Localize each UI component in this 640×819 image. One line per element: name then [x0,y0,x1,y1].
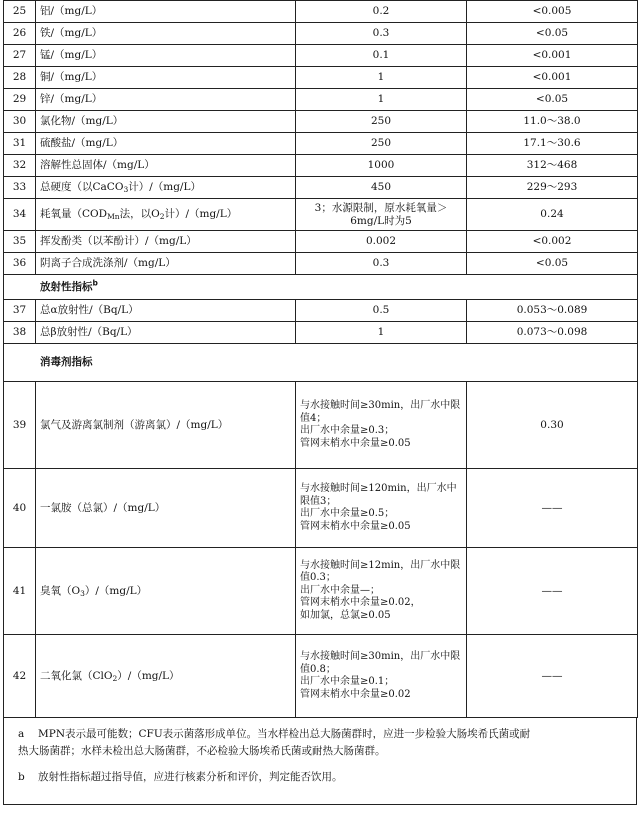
indicator-name: 挥发酚类（以苯酚计）/（mg/L） [36,231,296,253]
indicator-name: 溶解性总固体/（mg/L） [36,155,296,177]
indicator-name: 阴离子合成洗涤剂/（mg/L） [36,253,296,275]
limit-value: 0.3 [296,253,467,275]
measured-value: 229～293 [467,177,638,199]
measured-value: —— [467,635,638,718]
measured-value: <0.001 [467,67,638,89]
indicator-name: 一氯胺（总氯）/（mg/L） [36,469,296,548]
measured-value: —— [467,548,638,635]
indicator-name: 二氧化氯（ClO$_2$）/（mg/L） [36,635,296,718]
footnote-text-continued: 热大肠菌群；水样未检出总大肠菌群，不必检验大肠埃希氏菌或耐热大肠菌群。 [18,745,386,757]
table-row [4,300,638,322]
footnote-mark: b [18,771,25,783]
indicator-name: 氯气及游离氯制剂（游离氯）/（mg/L） [36,382,296,469]
footnote-a [18,726,622,743]
indicator-name: 锌/（mg/L） [36,89,296,111]
row-number: 32 [4,155,36,177]
row-number: 31 [4,133,36,155]
row-number: 28 [4,67,36,89]
measured-value: <0.005 [467,1,638,23]
section-title: 消毒剂指标 [4,344,638,382]
section-row-radioactive [4,275,638,300]
footnote-text: 放射性指标超过指导值，应进行核素分析和评价，判定能否饮用。 [38,771,343,783]
table-row [4,111,638,133]
table-row [4,177,638,199]
measured-value: 0.24 [467,199,638,231]
table-row [4,45,638,67]
row-number: 29 [4,89,36,111]
table-row [4,635,638,718]
measured-value: <0.05 [467,89,638,111]
table-row [4,155,638,177]
measured-value: 0.30 [467,382,638,469]
table-row [4,89,638,111]
limit-value: 0.1 [296,45,467,67]
limit-value: 1 [296,67,467,89]
measured-value: 17.1～30.6 [467,133,638,155]
table-row [4,322,638,344]
indicator-name: 铁/（mg/L） [36,23,296,45]
row-number: 40 [4,469,36,548]
table-row [4,199,638,231]
table-row [4,67,638,89]
indicator-name: 总β放射性/（Bq/L） [36,322,296,344]
limit-value: 与水接触时间≥30min，出厂水中限 值0.8； 出厂水中余量≥0.1； 管网末梢水中余量≥0.02 [296,635,467,718]
row-number: 27 [4,45,36,67]
measured-value: <0.002 [467,231,638,253]
limit-value: 0.2 [296,1,467,23]
table-row [4,231,638,253]
limit-value: 250 [296,111,467,133]
limit-value: 与水接触时间≥30min，出厂水中限 值4； 出厂水中余量≥0.3； 管网末梢水中余量≥0.05 [296,382,467,469]
row-number: 39 [4,382,36,469]
limit-value: 与水接触时间≥12min，出厂水中限 值0.3； 出厂水中余量—； 管网末梢水中余量≥0.02， 如加氯，总氯≥0.05 [296,548,467,635]
table-row [4,133,638,155]
limit-value: 0.5 [296,300,467,322]
limit-value: 3；水源限制，原水耗氧量＞ 6mg/L时为5 [296,199,467,231]
measured-value: 0.073～0.098 [467,322,638,344]
table-row [4,382,638,469]
measured-value: <0.05 [467,253,638,275]
section-row-disinfectant [4,344,638,382]
row-number: 33 [4,177,36,199]
limit-value: 250 [296,133,467,155]
row-number: 37 [4,300,36,322]
indicator-name: 铜/（mg/L） [36,67,296,89]
table-row [4,253,638,275]
limit-value: 0.002 [296,231,467,253]
limit-value: 1 [296,89,467,111]
table-row [4,1,638,23]
table-row [4,469,638,548]
measured-value: <0.05 [467,23,638,45]
footnote-text: MPN表示最可能数；CFU表示菌落形成单位。当水样检出总大肠菌群时，应进一步检验大肠埃希氏菌或耐 [38,728,531,740]
indicator-name: 耗氧量（$COD_{Mn}$法，以$O_2$计）/（mg/L） [36,199,296,231]
table-row [4,548,638,635]
indicator-name: 锰/（mg/L） [36,45,296,67]
limit-value: 与水接触时间≥120min，出厂水中 限值3； 出厂水中余量≥0.5； 管网末梢水中余量≥0.05 [296,469,467,548]
measured-value: —— [467,469,638,548]
water-quality-table [3,0,638,718]
limit-value: 0.3 [296,23,467,45]
limit-value: 1000 [296,155,467,177]
indicator-name: 总α放射性/（Bq/L） [36,300,296,322]
measured-value: 0.053～0.089 [467,300,638,322]
row-number: 36 [4,253,36,275]
row-number: 42 [4,635,36,718]
limit-value: 1 [296,322,467,344]
measured-value: 11.0～38.0 [467,111,638,133]
section-title: 放射性指标$^b$ [4,275,638,300]
indicator-name: 铝/（mg/L） [36,1,296,23]
footnote-mark: a [18,728,25,740]
indicator-name: 总硬度（以CaCO$_3$计）/（mg/L） [36,177,296,199]
indicator-name: 氯化物/（mg/L） [36,111,296,133]
row-number: 41 [4,548,36,635]
measured-value: <0.001 [467,45,638,67]
row-number: 25 [4,1,36,23]
measured-value: 312～468 [467,155,638,177]
indicator-name: 硫酸盐/（mg/L） [36,133,296,155]
indicator-name: 臭氧$(O_3)/(mg/L)$ [36,548,296,635]
row-number: 30 [4,111,36,133]
row-number: 26 [4,23,36,45]
table-footnotes [3,718,637,805]
row-number: 38 [4,322,36,344]
footnote-b [18,769,622,786]
row-number: 34 [4,199,36,231]
table-row [4,23,638,45]
row-number: 35 [4,231,36,253]
limit-value: 450 [296,177,467,199]
